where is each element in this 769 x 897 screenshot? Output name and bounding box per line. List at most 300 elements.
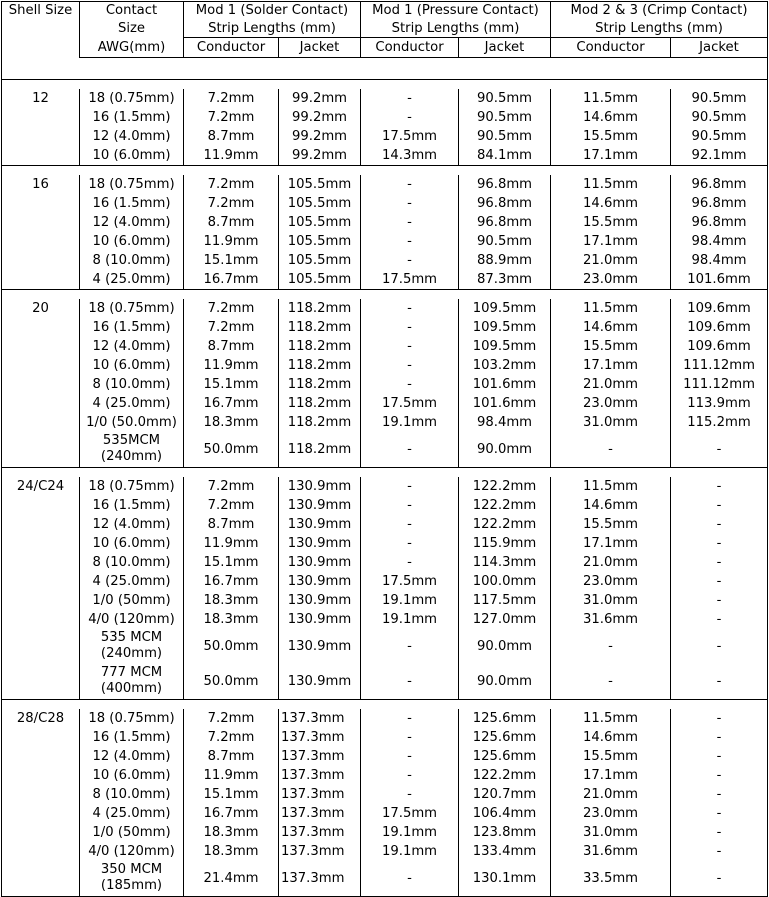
table-row [2,270,768,290]
table-row [2,127,768,146]
solder-jacket-cell: 130.9mm [279,534,361,553]
header-contact-size-text: Contact Size [105,3,158,36]
solder-conductor-cell: 7.2mm [184,477,279,496]
solder-conductor-cell: 15.1mm [184,785,279,804]
pressure-jacket-cell: 84.1mm [459,146,551,166]
pressure-conductor-cell: - [361,299,459,318]
pressure-conductor-cell: - [361,728,459,747]
solder-jacket-cell: 99.2mm [279,89,361,108]
table-row [2,232,768,251]
solder-jacket-cell: 130.9mm [279,496,361,515]
crimp-jacket-cell: 90.5mm [671,127,768,146]
table-row [2,89,768,108]
header-crimp-jacket: Jacket [671,38,768,58]
solder-conductor-cell: 15.1mm [184,375,279,394]
crimp-jacket-cell: - [671,823,768,842]
awg-mm-line: (400mm) [100,681,163,696]
solder-jacket-cell: 105.5mm [279,251,361,270]
pressure-jacket-cell: 90.0mm [459,664,551,700]
crimp-conductor-cell: 14.6mm [551,194,671,213]
solder-jacket-cell: 137.3mm [279,823,361,842]
awg-cell: 4 (25.0mm) [80,572,184,591]
pressure-conductor-cell: - [361,861,459,897]
awg-mcm-line: 350 MCM [100,862,163,877]
solder-jacket-cell: 118.2mm [279,337,361,356]
crimp-conductor-cell: 15.5mm [551,213,671,232]
crimp-conductor-cell: 17.1mm [551,766,671,785]
table-row [2,861,768,897]
awg-cell: 12 (4.0mm) [80,337,184,356]
crimp-jacket-cell: - [671,842,768,861]
pressure-conductor-cell: - [361,432,459,468]
pressure-jacket-cell: 122.2mm [459,766,551,785]
pressure-jacket-cell: 115.9mm [459,534,551,553]
pressure-conductor-cell: 17.5mm [361,572,459,591]
pressure-jacket-cell: 125.6mm [459,747,551,766]
pressure-conductor-cell: - [361,534,459,553]
crimp-conductor-cell: 31.0mm [551,823,671,842]
solder-conductor-cell: 18.3mm [184,823,279,842]
crimp-conductor-cell: 21.0mm [551,785,671,804]
awg-cell: 8 (10.0mm) [80,251,184,270]
crimp-jacket-cell: - [671,496,768,515]
crimp-jacket-cell: - [671,861,768,897]
awg-cell: 1/0 (50mm) [80,823,184,842]
solder-jacket-cell: 137.3mm [279,842,361,861]
table-row [2,213,768,232]
solder-conductor-cell: 11.9mm [184,232,279,251]
table-row [2,194,768,213]
solder-conductor-cell: 7.2mm [184,89,279,108]
crimp-conductor-cell: 11.5mm [551,709,671,728]
solder-conductor-cell: 16.7mm [184,804,279,823]
pressure-conductor-cell: - [361,175,459,194]
solder-jacket-cell: 137.3mm [279,766,361,785]
crimp-jacket-cell: - [671,432,768,468]
pressure-conductor-cell: - [361,194,459,213]
pressure-jacket-cell: 100.0mm [459,572,551,591]
crimp-conductor-cell: 11.5mm [551,89,671,108]
awg-cell: 4/0 (120mm) [80,842,184,861]
crimp-jacket-cell: - [671,804,768,823]
solder-jacket-cell: 99.2mm [279,146,361,166]
group-gap-row [2,290,768,300]
group-gap-row [2,700,768,710]
pressure-conductor-cell: - [361,251,459,270]
crimp-conductor-cell: 14.6mm [551,728,671,747]
header-mod1-pressure-text: Mod 1 (Pressure Contact) Strip Lengths (mm) [372,3,539,36]
pressure-jacket-cell: 109.5mm [459,337,551,356]
crimp-jacket-cell: - [671,515,768,534]
awg-cell: 8 (10.0mm) [80,375,184,394]
solder-jacket-cell: 130.9mm [279,515,361,534]
pressure-conductor-cell: - [361,108,459,127]
solder-conductor-cell: 8.7mm [184,337,279,356]
pressure-conductor-cell: - [361,356,459,375]
pressure-jacket-cell: 122.2mm [459,515,551,534]
pressure-jacket-cell: 90.0mm [459,432,551,468]
pressure-conductor-cell: - [361,477,459,496]
awg-mcm-line: 535 MCM [100,630,163,645]
awg-cell: 12 (4.0mm) [80,747,184,766]
crimp-conductor-cell: 31.6mm [551,842,671,861]
pressure-jacket-cell: 133.4mm [459,842,551,861]
crimp-jacket-cell: - [671,553,768,572]
solder-jacket-cell: 99.2mm [279,127,361,146]
crimp-jacket-cell: 96.8mm [671,175,768,194]
crimp-conductor-cell: 23.0mm [551,804,671,823]
crimp-jacket-cell: 101.6mm [671,270,768,290]
group-gap-cell [2,468,768,478]
pressure-conductor-cell: - [361,213,459,232]
solder-jacket-cell: 105.5mm [279,194,361,213]
table-row [2,108,768,127]
crimp-conductor-cell: 17.1mm [551,146,671,166]
pressure-jacket-cell: 87.3mm [459,270,551,290]
crimp-conductor-cell: 21.0mm [551,251,671,270]
crimp-conductor-cell: 23.0mm [551,394,671,413]
group-gap-cell [2,166,768,176]
crimp-jacket-cell: - [671,629,768,664]
solder-jacket-cell: 118.2mm [279,432,361,468]
solder-conductor-cell: 7.2mm [184,496,279,515]
pressure-jacket-cell: 114.3mm [459,553,551,572]
pressure-jacket-cell: 106.4mm [459,804,551,823]
crimp-jacket-cell: - [671,610,768,629]
table-row [2,318,768,337]
pressure-jacket-cell: 109.5mm [459,299,551,318]
table-row [2,515,768,534]
crimp-jacket-cell: - [671,591,768,610]
crimp-jacket-cell: - [671,728,768,747]
pressure-conductor-cell: - [361,232,459,251]
crimp-conductor-cell: 11.5mm [551,175,671,194]
awg-mm-line: (185mm) [100,878,163,893]
pressure-conductor-cell: - [361,515,459,534]
crimp-conductor-cell: 17.1mm [551,356,671,375]
crimp-conductor-cell: 14.6mm [551,318,671,337]
header-shell-size: Shell Size [2,2,80,58]
crimp-conductor-cell: 11.5mm [551,477,671,496]
header-pressure-jacket: Jacket [459,38,551,58]
pressure-conductor-cell: 17.5mm [361,394,459,413]
pressure-jacket-cell: 103.2mm [459,356,551,375]
header-mod1-solder-text: Mod 1 (Solder Contact) Strip Lengths (mm) [195,3,349,36]
pressure-conductor-cell: - [361,318,459,337]
solder-jacket-cell: 130.9mm [279,553,361,572]
solder-conductor-cell: 18.3mm [184,610,279,629]
table-body [2,58,768,897]
awg-mm-line: (240mm) [100,646,163,661]
pressure-conductor-cell: 19.1mm [361,610,459,629]
pressure-conductor-cell: - [361,553,459,572]
solder-conductor-cell: 16.7mm [184,394,279,413]
awg-cell: 10 (6.0mm) [80,534,184,553]
table-row [2,823,768,842]
crimp-conductor-cell: 11.5mm [551,299,671,318]
solder-conductor-cell: 18.3mm [184,413,279,432]
crimp-conductor-cell: - [551,432,671,468]
table-row [2,394,768,413]
table-row [2,432,768,468]
awg-cell: 10 (6.0mm) [80,356,184,375]
solder-jacket-cell: 118.2mm [279,375,361,394]
pressure-jacket-cell: 96.8mm [459,213,551,232]
pressure-conductor-cell: 17.5mm [361,270,459,290]
crimp-conductor-cell: 15.5mm [551,515,671,534]
solder-jacket-cell: 137.3mm [279,861,361,897]
pressure-jacket-cell: 90.5mm [459,127,551,146]
crimp-jacket-cell: 115.2mm [671,413,768,432]
crimp-jacket-cell: 109.6mm [671,299,768,318]
group-gap-cell [2,290,768,300]
solder-conductor-cell: 8.7mm [184,127,279,146]
table-row [2,251,768,270]
crimp-jacket-cell: 111.12mm [671,356,768,375]
crimp-conductor-cell: 31.0mm [551,591,671,610]
awg-cell: 18 (0.75mm) [80,709,184,728]
awg-cell [80,629,184,664]
crimp-jacket-cell: 98.4mm [671,251,768,270]
awg-cell: 10 (6.0mm) [80,232,184,251]
crimp-jacket-cell: 109.6mm [671,337,768,356]
header-solder-jacket: Jacket [279,38,361,58]
solder-conductor-cell: 7.2mm [184,175,279,194]
header-contact-size [80,2,184,38]
table-row [2,175,768,194]
pressure-conductor-cell: 14.3mm [361,146,459,166]
pressure-conductor-cell: 19.1mm [361,842,459,861]
solder-conductor-cell: 15.1mm [184,553,279,572]
awg-cell: 1/0 (50.0mm) [80,413,184,432]
pressure-conductor-cell: 17.5mm [361,804,459,823]
solder-jacket-cell: 130.9mm [279,591,361,610]
crimp-conductor-cell: 17.1mm [551,534,671,553]
table-row [2,496,768,515]
shell-size-cell: 16 [2,175,80,290]
solder-conductor-cell: 50.0mm [184,629,279,664]
pressure-jacket-cell: 98.4mm [459,413,551,432]
solder-jacket-cell: 137.3mm [279,785,361,804]
crimp-jacket-cell: 109.6mm [671,318,768,337]
solder-conductor-cell: 7.2mm [184,299,279,318]
solder-jacket-cell: 99.2mm [279,108,361,127]
pressure-jacket-cell: 96.8mm [459,175,551,194]
table-row [2,337,768,356]
pressure-jacket-cell: 109.5mm [459,318,551,337]
pressure-conductor-cell: 19.1mm [361,591,459,610]
solder-conductor-cell: 7.2mm [184,728,279,747]
pressure-conductor-cell: 19.1mm [361,413,459,432]
awg-cell: 4 (25.0mm) [80,804,184,823]
pressure-jacket-cell: 101.6mm [459,394,551,413]
table-row [2,299,768,318]
crimp-conductor-cell: 21.0mm [551,553,671,572]
solder-jacket-cell: 130.9mm [279,477,361,496]
table-row [2,356,768,375]
solder-conductor-cell: 11.9mm [184,146,279,166]
awg-cell: 12 (4.0mm) [80,127,184,146]
crimp-jacket-cell: 111.12mm [671,375,768,394]
crimp-conductor-cell: 31.6mm [551,610,671,629]
table-row [2,709,768,728]
group-gap-row [2,166,768,176]
solder-conductor-cell: 8.7mm [184,213,279,232]
pressure-conductor-cell: 17.5mm [361,127,459,146]
crimp-jacket-cell: 113.9mm [671,394,768,413]
crimp-jacket-cell: - [671,785,768,804]
solder-conductor-cell: 7.2mm [184,108,279,127]
strip-length-table [1,1,768,897]
awg-mcm-line: 535MCM [102,433,161,448]
awg-cell: 18 (0.75mm) [80,299,184,318]
solder-conductor-cell: 15.1mm [184,251,279,270]
pressure-conductor-cell: - [361,785,459,804]
solder-conductor-cell: 7.2mm [184,194,279,213]
header-pressure-conductor: Conductor [361,38,459,58]
pressure-jacket-cell: 122.2mm [459,496,551,515]
shell-size-cell: 28/C28 [2,709,80,897]
solder-jacket-cell: 105.5mm [279,270,361,290]
crimp-jacket-cell: - [671,572,768,591]
solder-conductor-cell: 7.2mm [184,318,279,337]
table-row [2,375,768,394]
solder-conductor-cell: 8.7mm [184,515,279,534]
pressure-jacket-cell: 90.5mm [459,108,551,127]
pressure-conductor-cell: - [361,337,459,356]
table-row [2,842,768,861]
table-row [2,664,768,700]
pressure-jacket-cell: 88.9mm [459,251,551,270]
header-mod1-solder [184,2,361,38]
pressure-conductor-cell: - [361,629,459,664]
crimp-jacket-cell: - [671,664,768,700]
pressure-conductor-cell: - [361,496,459,515]
header-awg: AWG(mm) [80,38,184,58]
solder-jacket-cell: 105.5mm [279,213,361,232]
crimp-conductor-cell: 14.6mm [551,496,671,515]
header-row [2,2,768,38]
crimp-jacket-cell: - [671,709,768,728]
crimp-conductor-cell: 21.0mm [551,375,671,394]
solder-conductor-cell: 18.3mm [184,591,279,610]
awg-mcm-line: 777 MCM [100,665,163,680]
crimp-jacket-cell: - [671,747,768,766]
table-row [2,572,768,591]
solder-jacket-cell: 118.2mm [279,299,361,318]
crimp-conductor-cell: 17.1mm [551,232,671,251]
shell-size-cell: 12 [2,89,80,166]
solder-conductor-cell: 8.7mm [184,747,279,766]
pressure-jacket-cell: 127.0mm [459,610,551,629]
header-mod23-crimp-text: Mod 2 & 3 (Crimp Contact) Strip Lengths (mm) [570,3,748,36]
pressure-conductor-cell: - [361,375,459,394]
awg-cell [80,664,184,700]
group-gap-cell [2,80,768,90]
pressure-jacket-cell: 125.6mm [459,728,551,747]
crimp-jacket-cell: - [671,477,768,496]
solder-jacket-cell: 105.5mm [279,232,361,251]
awg-cell: 12 (4.0mm) [80,213,184,232]
group-gap-cell [2,700,768,710]
pressure-jacket-cell: 90.0mm [459,629,551,664]
awg-cell [80,432,184,468]
crimp-conductor-cell: 15.5mm [551,127,671,146]
table-row [2,610,768,629]
pressure-jacket-cell: 123.8mm [459,823,551,842]
pressure-jacket-cell: 130.1mm [459,861,551,897]
solder-conductor-cell: 7.2mm [184,709,279,728]
solder-jacket-cell: 137.3mm [279,804,361,823]
pressure-jacket-cell: 101.6mm [459,375,551,394]
solder-jacket-cell: 130.9mm [279,629,361,664]
solder-conductor-cell: 18.3mm [184,842,279,861]
pressure-jacket-cell: 117.5mm [459,591,551,610]
solder-jacket-cell: 130.9mm [279,610,361,629]
shell-size-cell: 24/C24 [2,477,80,700]
awg-cell [80,861,184,897]
table-row [2,534,768,553]
table-row [2,553,768,572]
crimp-jacket-cell: 90.5mm [671,89,768,108]
awg-cell: 10 (6.0mm) [80,146,184,166]
table-row [2,728,768,747]
awg-cell: 16 (1.5mm) [80,318,184,337]
pressure-conductor-cell: - [361,89,459,108]
table-row [2,477,768,496]
solder-jacket-cell: 105.5mm [279,175,361,194]
table-row [2,785,768,804]
pressure-jacket-cell: 122.2mm [459,477,551,496]
pressure-jacket-cell: 125.6mm [459,709,551,728]
awg-cell: 10 (6.0mm) [80,766,184,785]
crimp-jacket-cell: - [671,766,768,785]
solder-conductor-cell: 50.0mm [184,664,279,700]
solder-conductor-cell: 11.9mm [184,356,279,375]
header-solder-conductor: Conductor [184,38,279,58]
awg-cell: 4/0 (120mm) [80,610,184,629]
solder-conductor-cell: 16.7mm [184,270,279,290]
solder-conductor-cell: 16.7mm [184,572,279,591]
awg-cell: 8 (10.0mm) [80,785,184,804]
pressure-jacket-cell: 90.5mm [459,232,551,251]
table-row [2,747,768,766]
solder-jacket-cell: 118.2mm [279,413,361,432]
awg-cell: 18 (0.75mm) [80,175,184,194]
pressure-conductor-cell: - [361,709,459,728]
awg-cell: 1/0 (50mm) [80,591,184,610]
group-gap-row [2,468,768,478]
crimp-conductor-cell: 33.5mm [551,861,671,897]
awg-cell: 18 (0.75mm) [80,89,184,108]
pressure-conductor-cell: - [361,766,459,785]
awg-cell: 16 (1.5mm) [80,194,184,213]
header-mod23-crimp [551,2,768,38]
spacer-cell [2,58,768,80]
pressure-jacket-cell: 120.7mm [459,785,551,804]
awg-cell: 16 (1.5mm) [80,728,184,747]
crimp-conductor-cell: 23.0mm [551,270,671,290]
crimp-conductor-cell: 15.5mm [551,337,671,356]
solder-jacket-cell: 137.3mm [279,747,361,766]
pressure-jacket-cell: 90.5mm [459,89,551,108]
solder-jacket-cell: 130.9mm [279,572,361,591]
shell-size-cell: 20 [2,299,80,468]
crimp-conductor-cell: 15.5mm [551,747,671,766]
awg-cell: 4 (25.0mm) [80,270,184,290]
solder-conductor-cell: 50.0mm [184,432,279,468]
solder-conductor-cell: 11.9mm [184,534,279,553]
